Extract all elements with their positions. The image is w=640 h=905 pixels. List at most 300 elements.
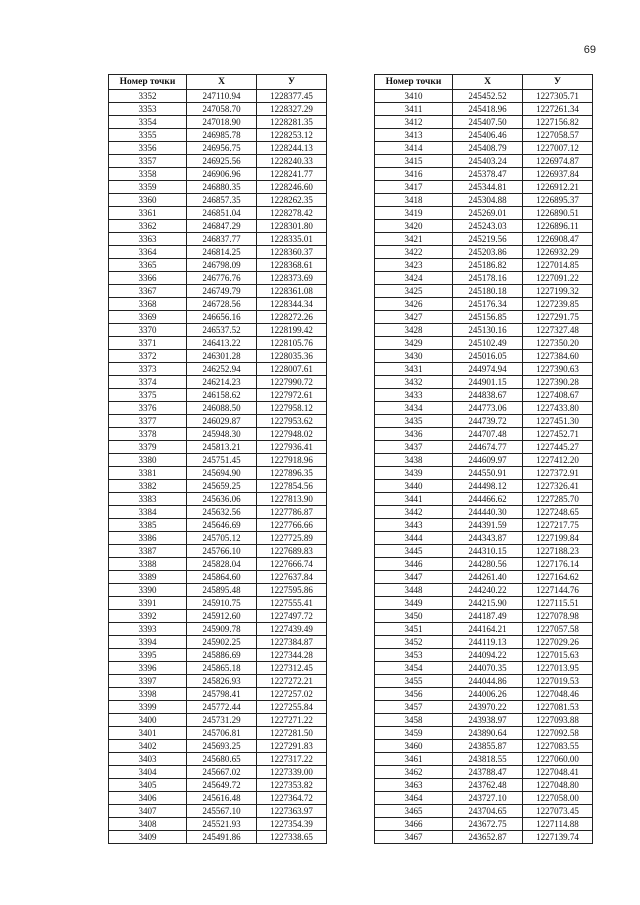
table-row bbox=[109, 155, 327, 168]
cell-x: 246985.78 bbox=[187, 129, 257, 142]
cell-x: 244550.91 bbox=[453, 467, 523, 480]
cell-point-number: 3389 bbox=[109, 571, 187, 584]
cell-x: 245407.50 bbox=[453, 116, 523, 129]
cell-point-number: 3388 bbox=[109, 558, 187, 571]
table-row bbox=[375, 636, 593, 649]
cell-y: 1227058.00 bbox=[523, 792, 593, 805]
table-row bbox=[375, 155, 593, 168]
cell-point-number: 3395 bbox=[109, 649, 187, 662]
cell-x: 246728.56 bbox=[187, 298, 257, 311]
cell-point-number: 3438 bbox=[375, 454, 453, 467]
cell-point-number: 3435 bbox=[375, 415, 453, 428]
cell-point-number: 3365 bbox=[109, 259, 187, 272]
cell-y: 1228240.33 bbox=[257, 155, 327, 168]
cell-point-number: 3406 bbox=[109, 792, 187, 805]
cell-y: 1227261.34 bbox=[523, 103, 593, 116]
cell-point-number: 3455 bbox=[375, 675, 453, 688]
cell-x: 243762.48 bbox=[453, 779, 523, 792]
cell-y: 1227014.85 bbox=[523, 259, 593, 272]
cell-x: 245176.34 bbox=[453, 298, 523, 311]
cell-x: 246252.94 bbox=[187, 363, 257, 376]
cell-x: 245304.88 bbox=[453, 194, 523, 207]
cell-point-number: 3453 bbox=[375, 649, 453, 662]
cell-y: 1227958.12 bbox=[257, 402, 327, 415]
cell-y: 1227439.49 bbox=[257, 623, 327, 636]
cell-x: 243970.22 bbox=[453, 701, 523, 714]
table-row bbox=[109, 116, 327, 129]
table-row bbox=[109, 805, 327, 818]
table-row bbox=[109, 597, 327, 610]
table-row bbox=[109, 675, 327, 688]
cell-y: 1227412.20 bbox=[523, 454, 593, 467]
table-row bbox=[375, 545, 593, 558]
cell-point-number: 3376 bbox=[109, 402, 187, 415]
cell-point-number: 3425 bbox=[375, 285, 453, 298]
cell-x: 243818.55 bbox=[453, 753, 523, 766]
cell-y: 1227291.83 bbox=[257, 740, 327, 753]
cell-x: 246158.62 bbox=[187, 389, 257, 402]
cell-point-number: 3405 bbox=[109, 779, 187, 792]
cell-point-number: 3432 bbox=[375, 376, 453, 389]
cell-y: 1227164.62 bbox=[523, 571, 593, 584]
cell-y: 1227176.14 bbox=[523, 558, 593, 571]
cell-y: 1227595.86 bbox=[257, 584, 327, 597]
cell-y: 1228281.35 bbox=[257, 116, 327, 129]
cell-y: 1227029.26 bbox=[523, 636, 593, 649]
table-row bbox=[375, 441, 593, 454]
cell-point-number: 3370 bbox=[109, 324, 187, 337]
table-row bbox=[375, 649, 593, 662]
cell-x: 245186.82 bbox=[453, 259, 523, 272]
table-row bbox=[375, 506, 593, 519]
table-row bbox=[375, 363, 593, 376]
cell-point-number: 3374 bbox=[109, 376, 187, 389]
table-row bbox=[109, 545, 327, 558]
cell-x: 243890.64 bbox=[453, 727, 523, 740]
cell-y: 1227637.84 bbox=[257, 571, 327, 584]
cell-y: 1228278.42 bbox=[257, 207, 327, 220]
cell-point-number: 3390 bbox=[109, 584, 187, 597]
table-row bbox=[375, 701, 593, 714]
cell-x: 243652.87 bbox=[453, 831, 523, 844]
cell-x: 245521.93 bbox=[187, 818, 257, 831]
cell-point-number: 3352 bbox=[109, 90, 187, 103]
table-row bbox=[375, 103, 593, 116]
table-row bbox=[375, 831, 593, 844]
cell-x: 245659.25 bbox=[187, 480, 257, 493]
cell-point-number: 3463 bbox=[375, 779, 453, 792]
cell-point-number: 3362 bbox=[109, 220, 187, 233]
cell-y: 1227350.20 bbox=[523, 337, 593, 350]
cell-point-number: 3371 bbox=[109, 337, 187, 350]
cell-point-number: 3410 bbox=[375, 90, 453, 103]
cell-y: 1227114.88 bbox=[523, 818, 593, 831]
cell-x: 245909.78 bbox=[187, 623, 257, 636]
cell-x: 246656.16 bbox=[187, 311, 257, 324]
cell-x: 246851.04 bbox=[187, 207, 257, 220]
table-row bbox=[375, 285, 593, 298]
cell-x: 244261.40 bbox=[453, 571, 523, 584]
cell-point-number: 3424 bbox=[375, 272, 453, 285]
cell-y: 1227239.85 bbox=[523, 298, 593, 311]
cell-point-number: 3404 bbox=[109, 766, 187, 779]
table-row bbox=[109, 831, 327, 844]
cell-y: 1228368.61 bbox=[257, 259, 327, 272]
table-row bbox=[109, 558, 327, 571]
cell-y: 1226895.37 bbox=[523, 194, 593, 207]
table-row bbox=[109, 129, 327, 142]
cell-x: 245616.48 bbox=[187, 792, 257, 805]
table-row bbox=[375, 272, 593, 285]
table-row bbox=[375, 220, 593, 233]
cell-y: 1227091.22 bbox=[523, 272, 593, 285]
cell-y: 1227408.67 bbox=[523, 389, 593, 402]
cell-x: 245344.81 bbox=[453, 181, 523, 194]
table-row bbox=[375, 571, 593, 584]
cell-point-number: 3414 bbox=[375, 142, 453, 155]
cell-x: 246413.22 bbox=[187, 337, 257, 350]
cell-point-number: 3418 bbox=[375, 194, 453, 207]
cell-x: 245864.60 bbox=[187, 571, 257, 584]
cell-y: 1226908.47 bbox=[523, 233, 593, 246]
table-row bbox=[109, 766, 327, 779]
cell-y: 1227786.87 bbox=[257, 506, 327, 519]
cell-x: 243938.97 bbox=[453, 714, 523, 727]
cell-x: 245180.18 bbox=[453, 285, 523, 298]
cell-x: 244215.90 bbox=[453, 597, 523, 610]
cell-point-number: 3444 bbox=[375, 532, 453, 545]
cell-y: 1227156.82 bbox=[523, 116, 593, 129]
header-y: У bbox=[523, 75, 593, 90]
cell-point-number: 3356 bbox=[109, 142, 187, 155]
table-row bbox=[109, 376, 327, 389]
cell-x: 244498.12 bbox=[453, 480, 523, 493]
cell-x: 246798.09 bbox=[187, 259, 257, 272]
cell-point-number: 3384 bbox=[109, 506, 187, 519]
table-row bbox=[375, 376, 593, 389]
cell-y: 1226974.87 bbox=[523, 155, 593, 168]
cell-x: 245491.86 bbox=[187, 831, 257, 844]
table-row bbox=[109, 727, 327, 740]
cell-y: 1227199.84 bbox=[523, 532, 593, 545]
cell-point-number: 3401 bbox=[109, 727, 187, 740]
cell-x: 243704.65 bbox=[453, 805, 523, 818]
cell-point-number: 3457 bbox=[375, 701, 453, 714]
cell-x: 246837.77 bbox=[187, 233, 257, 246]
cell-point-number: 3378 bbox=[109, 428, 187, 441]
table-row bbox=[375, 415, 593, 428]
cell-point-number: 3411 bbox=[375, 103, 453, 116]
table-row bbox=[375, 584, 593, 597]
table-header-row bbox=[375, 75, 593, 90]
cell-y: 1228377.45 bbox=[257, 90, 327, 103]
cell-x: 246301.28 bbox=[187, 350, 257, 363]
cell-y: 1227073.45 bbox=[523, 805, 593, 818]
cell-y: 1227081.53 bbox=[523, 701, 593, 714]
table-row bbox=[109, 142, 327, 155]
table-row bbox=[109, 519, 327, 532]
cell-point-number: 3403 bbox=[109, 753, 187, 766]
cell-y: 1227057.58 bbox=[523, 623, 593, 636]
cell-y: 1228105.76 bbox=[257, 337, 327, 350]
cell-y: 1228246.60 bbox=[257, 181, 327, 194]
cell-point-number: 3359 bbox=[109, 181, 187, 194]
cell-y: 1228007.61 bbox=[257, 363, 327, 376]
cell-x: 246749.79 bbox=[187, 285, 257, 298]
table-row bbox=[109, 441, 327, 454]
cell-point-number: 3391 bbox=[109, 597, 187, 610]
table-row bbox=[109, 649, 327, 662]
cell-point-number: 3398 bbox=[109, 688, 187, 701]
cell-x: 246925.56 bbox=[187, 155, 257, 168]
cell-point-number: 3360 bbox=[109, 194, 187, 207]
cell-y: 1227384.87 bbox=[257, 636, 327, 649]
cell-point-number: 3373 bbox=[109, 363, 187, 376]
cell-y: 1227248.65 bbox=[523, 506, 593, 519]
table-row bbox=[109, 389, 327, 402]
table-row bbox=[375, 688, 593, 701]
table-row bbox=[109, 350, 327, 363]
cell-point-number: 3456 bbox=[375, 688, 453, 701]
cell-x: 244707.48 bbox=[453, 428, 523, 441]
cell-point-number: 3392 bbox=[109, 610, 187, 623]
cell-x: 245798.41 bbox=[187, 688, 257, 701]
cell-y: 1227217.75 bbox=[523, 519, 593, 532]
cell-x: 245680.65 bbox=[187, 753, 257, 766]
cell-y: 1227007.12 bbox=[523, 142, 593, 155]
cell-point-number: 3459 bbox=[375, 727, 453, 740]
cell-x: 244838.67 bbox=[453, 389, 523, 402]
cell-y: 1228301.80 bbox=[257, 220, 327, 233]
table-row bbox=[375, 740, 593, 753]
cell-x: 245636.06 bbox=[187, 493, 257, 506]
cell-point-number: 3387 bbox=[109, 545, 187, 558]
cell-point-number: 3430 bbox=[375, 350, 453, 363]
cell-point-number: 3460 bbox=[375, 740, 453, 753]
table-row bbox=[375, 389, 593, 402]
cell-y: 1227445.27 bbox=[523, 441, 593, 454]
table-row bbox=[375, 480, 593, 493]
cell-point-number: 3381 bbox=[109, 467, 187, 480]
cell-y: 1227497.72 bbox=[257, 610, 327, 623]
cell-point-number: 3367 bbox=[109, 285, 187, 298]
cell-y: 1227281.50 bbox=[257, 727, 327, 740]
cell-x: 244440.30 bbox=[453, 506, 523, 519]
table-row bbox=[109, 246, 327, 259]
table-row bbox=[109, 714, 327, 727]
cell-x: 245693.25 bbox=[187, 740, 257, 753]
cell-point-number: 3386 bbox=[109, 532, 187, 545]
coordinates-table-left bbox=[108, 74, 327, 844]
cell-point-number: 3442 bbox=[375, 506, 453, 519]
cell-x: 245902.25 bbox=[187, 636, 257, 649]
cell-point-number: 3464 bbox=[375, 792, 453, 805]
cell-point-number: 3357 bbox=[109, 155, 187, 168]
cell-y: 1227092.58 bbox=[523, 727, 593, 740]
cell-point-number: 3458 bbox=[375, 714, 453, 727]
table-row bbox=[375, 532, 593, 545]
cell-x: 246847.29 bbox=[187, 220, 257, 233]
table-row bbox=[109, 454, 327, 467]
cell-y: 1226932.29 bbox=[523, 246, 593, 259]
cell-x: 245378.47 bbox=[453, 168, 523, 181]
table-row bbox=[375, 597, 593, 610]
cell-y: 1227058.57 bbox=[523, 129, 593, 142]
cell-y: 1227257.02 bbox=[257, 688, 327, 701]
cell-y: 1227078.98 bbox=[523, 610, 593, 623]
cell-point-number: 3400 bbox=[109, 714, 187, 727]
cell-y: 1227990.72 bbox=[257, 376, 327, 389]
cell-y: 1227948.02 bbox=[257, 428, 327, 441]
cell-x: 244674.77 bbox=[453, 441, 523, 454]
cell-point-number: 3451 bbox=[375, 623, 453, 636]
table-row bbox=[109, 272, 327, 285]
cell-point-number: 3416 bbox=[375, 168, 453, 181]
cell-y: 1227188.23 bbox=[523, 545, 593, 558]
cell-point-number: 3415 bbox=[375, 155, 453, 168]
cell-y: 1227326.41 bbox=[523, 480, 593, 493]
cell-point-number: 3450 bbox=[375, 610, 453, 623]
header-point-number: Номер точки bbox=[109, 75, 187, 90]
table-row bbox=[109, 311, 327, 324]
table-row bbox=[375, 402, 593, 415]
table-row bbox=[375, 675, 593, 688]
cell-y: 1227364.72 bbox=[257, 792, 327, 805]
cell-y: 1228199.42 bbox=[257, 324, 327, 337]
table-row bbox=[375, 558, 593, 571]
table-row bbox=[375, 90, 593, 103]
table-row bbox=[375, 298, 593, 311]
cell-point-number: 3465 bbox=[375, 805, 453, 818]
cell-point-number: 3375 bbox=[109, 389, 187, 402]
table-row bbox=[109, 662, 327, 675]
cell-point-number: 3431 bbox=[375, 363, 453, 376]
table-row bbox=[109, 818, 327, 831]
cell-x: 246857.35 bbox=[187, 194, 257, 207]
cell-x: 245406.46 bbox=[453, 129, 523, 142]
cell-point-number: 3466 bbox=[375, 818, 453, 831]
cell-x: 245646.69 bbox=[187, 519, 257, 532]
cell-y: 1227433.80 bbox=[523, 402, 593, 415]
cell-point-number: 3385 bbox=[109, 519, 187, 532]
cell-y: 1228361.08 bbox=[257, 285, 327, 298]
cell-y: 1227372.91 bbox=[523, 467, 593, 480]
cell-point-number: 3462 bbox=[375, 766, 453, 779]
cell-point-number: 3412 bbox=[375, 116, 453, 129]
table-row bbox=[109, 259, 327, 272]
cell-y: 1227139.74 bbox=[523, 831, 593, 844]
cell-y: 1227972.61 bbox=[257, 389, 327, 402]
cell-point-number: 3393 bbox=[109, 623, 187, 636]
cell-y: 1227339.00 bbox=[257, 766, 327, 779]
header-x: X bbox=[187, 75, 257, 90]
cell-x: 243855.87 bbox=[453, 740, 523, 753]
table-row bbox=[375, 233, 593, 246]
cell-x: 244187.49 bbox=[453, 610, 523, 623]
cell-x: 244280.56 bbox=[453, 558, 523, 571]
table-row bbox=[109, 402, 327, 415]
cell-point-number: 3396 bbox=[109, 662, 187, 675]
table-row bbox=[375, 493, 593, 506]
table-row bbox=[375, 311, 593, 324]
cell-point-number: 3428 bbox=[375, 324, 453, 337]
cell-x: 244773.06 bbox=[453, 402, 523, 415]
cell-x: 245731.29 bbox=[187, 714, 257, 727]
cell-x: 246814.25 bbox=[187, 246, 257, 259]
cell-point-number: 3379 bbox=[109, 441, 187, 454]
table-row bbox=[375, 194, 593, 207]
cell-x: 244343.87 bbox=[453, 532, 523, 545]
table-row bbox=[109, 584, 327, 597]
cell-y: 1227936.41 bbox=[257, 441, 327, 454]
cell-x: 244901.15 bbox=[453, 376, 523, 389]
cell-y: 1227312.45 bbox=[257, 662, 327, 675]
cell-y: 1227291.75 bbox=[523, 311, 593, 324]
cell-y: 1227115.51 bbox=[523, 597, 593, 610]
cell-x: 244240.22 bbox=[453, 584, 523, 597]
cell-y: 1227048.80 bbox=[523, 779, 593, 792]
cell-point-number: 3407 bbox=[109, 805, 187, 818]
cell-y: 1227363.97 bbox=[257, 805, 327, 818]
table-row bbox=[375, 116, 593, 129]
cell-point-number: 3372 bbox=[109, 350, 187, 363]
cell-y: 1228253.12 bbox=[257, 129, 327, 142]
cell-y: 1227354.39 bbox=[257, 818, 327, 831]
cell-x: 246906.96 bbox=[187, 168, 257, 181]
cell-x: 245751.45 bbox=[187, 454, 257, 467]
table-row bbox=[109, 740, 327, 753]
cell-point-number: 3448 bbox=[375, 584, 453, 597]
table-row bbox=[109, 220, 327, 233]
table-row bbox=[375, 623, 593, 636]
cell-x: 246088.50 bbox=[187, 402, 257, 415]
table-row bbox=[109, 207, 327, 220]
cell-point-number: 3417 bbox=[375, 181, 453, 194]
cell-x: 244044.86 bbox=[453, 675, 523, 688]
cell-y: 1227725.89 bbox=[257, 532, 327, 545]
cell-point-number: 3413 bbox=[375, 129, 453, 142]
header-x: X bbox=[453, 75, 523, 90]
table-row bbox=[375, 142, 593, 155]
cell-point-number: 3354 bbox=[109, 116, 187, 129]
cell-point-number: 3454 bbox=[375, 662, 453, 675]
table-row bbox=[375, 662, 593, 675]
cell-point-number: 3383 bbox=[109, 493, 187, 506]
cell-x: 247018.90 bbox=[187, 116, 257, 129]
cell-point-number: 3446 bbox=[375, 558, 453, 571]
cell-y: 1227353.82 bbox=[257, 779, 327, 792]
cell-x: 244391.59 bbox=[453, 519, 523, 532]
table-row bbox=[375, 337, 593, 350]
cell-point-number: 3433 bbox=[375, 389, 453, 402]
cell-y: 1228244.13 bbox=[257, 142, 327, 155]
cell-x: 245766.10 bbox=[187, 545, 257, 558]
cell-y: 1227317.22 bbox=[257, 753, 327, 766]
cell-point-number: 3358 bbox=[109, 168, 187, 181]
cell-y: 1227452.71 bbox=[523, 428, 593, 441]
table-row bbox=[109, 480, 327, 493]
cell-x: 245828.04 bbox=[187, 558, 257, 571]
cell-x: 246029.87 bbox=[187, 415, 257, 428]
cell-x: 245772.44 bbox=[187, 701, 257, 714]
cell-x: 245418.96 bbox=[453, 103, 523, 116]
table-row bbox=[375, 454, 593, 467]
cell-point-number: 3408 bbox=[109, 818, 187, 831]
cell-point-number: 3363 bbox=[109, 233, 187, 246]
cell-point-number: 3369 bbox=[109, 311, 187, 324]
cell-y: 1227384.60 bbox=[523, 350, 593, 363]
table-row bbox=[109, 610, 327, 623]
